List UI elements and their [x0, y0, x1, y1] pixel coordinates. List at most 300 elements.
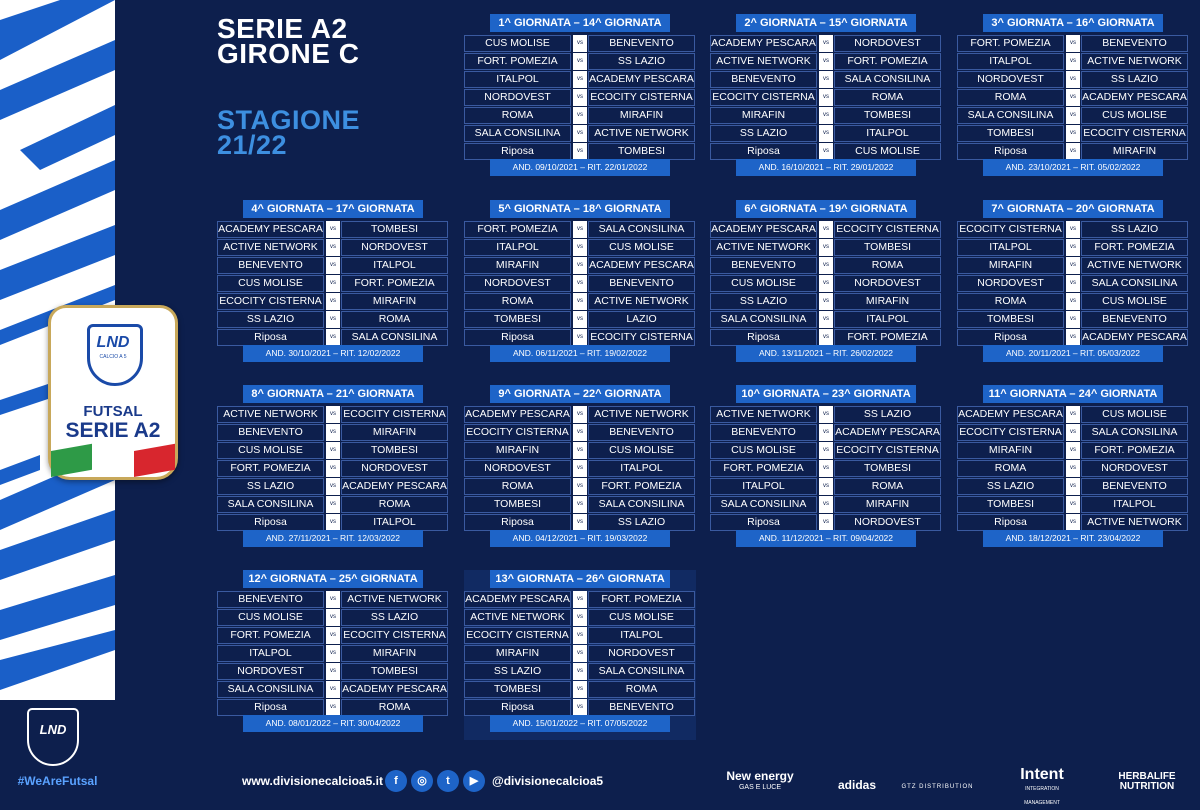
vs-label: vs	[819, 71, 833, 88]
away-team: BENEVENTO	[588, 699, 695, 716]
match-row	[957, 125, 1189, 142]
home-team: ACTIVE NETWORK	[464, 609, 571, 626]
match-row	[710, 424, 942, 441]
match-row	[957, 460, 1189, 477]
vs-label: vs	[1066, 221, 1080, 238]
sponsor-intent-sub: INTEGRATION MANAGEMENT	[1024, 786, 1060, 806]
away-team: ITALPOL	[834, 125, 941, 142]
vs-label: vs	[819, 460, 833, 477]
away-team: CUS MOLISE	[1081, 107, 1188, 124]
vs-label: vs	[573, 424, 587, 441]
match-row	[957, 514, 1189, 531]
match-row	[710, 53, 942, 70]
facebook-icon[interactable]: f	[385, 770, 407, 792]
vs-label: vs	[1066, 329, 1080, 346]
away-team: NORDOVEST	[341, 239, 448, 256]
home-team: FORT. POMEZIA	[217, 627, 324, 644]
vs-label: vs	[1066, 107, 1080, 124]
title-line1: SERIE A2	[217, 13, 348, 44]
vs-label: vs	[819, 257, 833, 274]
round-dates: AND. 30/10/2021 – RIT. 12/02/2022	[243, 345, 423, 362]
vs-label: vs	[573, 442, 587, 459]
vs-label: vs	[819, 107, 833, 124]
vs-label: vs	[1066, 89, 1080, 106]
match-row	[464, 591, 696, 608]
away-team: FORT. POMEZIA	[834, 53, 941, 70]
vs-label: vs	[1066, 143, 1080, 160]
vs-label: vs	[1066, 496, 1080, 513]
home-team: ECOCITY CISTERNA	[464, 627, 571, 644]
away-team: NORDOVEST	[834, 35, 941, 52]
match-row	[957, 496, 1189, 513]
match-row	[710, 125, 942, 142]
vs-label: vs	[326, 514, 340, 531]
away-team: ROMA	[588, 681, 695, 698]
away-team: MIRAFIN	[341, 645, 448, 662]
lnd-small-logo	[27, 708, 79, 766]
away-team: MIRAFIN	[1081, 143, 1188, 160]
match-row	[217, 627, 449, 644]
away-team: ACTIVE NETWORK	[341, 591, 448, 608]
round-block	[217, 200, 449, 370]
match-row	[464, 681, 696, 698]
home-team: ROMA	[957, 293, 1064, 310]
match-row	[957, 107, 1189, 124]
home-team: TOMBESI	[464, 496, 571, 513]
match-row	[464, 89, 696, 106]
vs-label: vs	[326, 239, 340, 256]
home-team: Riposa	[710, 329, 817, 346]
match-row	[217, 681, 449, 698]
home-team: ACADEMY PESCARA	[464, 406, 571, 423]
sponsor-herbalife: HERBALIFE NUTRITION	[1118, 771, 1176, 792]
home-team: Riposa	[217, 699, 324, 716]
match-row	[464, 221, 696, 238]
left-footer	[0, 700, 115, 800]
home-team: ACADEMY PESCARA	[217, 221, 324, 238]
away-team: MIRAFIN	[588, 107, 695, 124]
away-team: NORDOVEST	[834, 275, 941, 292]
home-team: BENEVENTO	[710, 257, 817, 274]
vs-label: vs	[819, 329, 833, 346]
away-team: ITALPOL	[588, 460, 695, 477]
away-team: ACADEMY PESCARA	[341, 478, 448, 495]
away-team: BENEVENTO	[588, 275, 695, 292]
match-row	[464, 442, 696, 459]
away-team: ROMA	[341, 699, 448, 716]
match-row	[710, 257, 942, 274]
round-header: 3^ GIORNATA – 16^ GIORNATA	[983, 14, 1163, 32]
twitter-icon[interactable]: t	[437, 770, 459, 792]
round-block	[957, 385, 1189, 555]
vs-label: vs	[573, 143, 587, 160]
vs-label: vs	[819, 406, 833, 423]
vs-label: vs	[1066, 71, 1080, 88]
round-dates: AND. 18/12/2021 – RIT. 23/04/2022	[983, 530, 1163, 547]
match-row	[464, 275, 696, 292]
match-row	[217, 478, 449, 495]
match-row	[217, 424, 449, 441]
away-team: FORT. POMEZIA	[588, 591, 695, 608]
away-team: ECOCITY CISTERNA	[834, 221, 941, 238]
home-team: ECOCITY CISTERNA	[957, 424, 1064, 441]
round-header: 7^ GIORNATA – 20^ GIORNATA	[983, 200, 1163, 218]
vs-label: vs	[573, 221, 587, 238]
home-team: SALA CONSILINA	[464, 125, 571, 142]
match-row	[217, 329, 449, 346]
away-team: ACTIVE NETWORK	[588, 406, 695, 423]
match-row	[710, 442, 942, 459]
home-team: ROMA	[464, 107, 571, 124]
away-team: BENEVENTO	[1081, 478, 1188, 495]
away-team: SALA CONSILINA	[1081, 275, 1188, 292]
vs-label: vs	[573, 627, 587, 644]
match-row	[217, 221, 449, 238]
away-team: SALA CONSILINA	[341, 329, 448, 346]
vs-label: vs	[326, 257, 340, 274]
vs-label: vs	[1066, 406, 1080, 423]
round-header: 13^ GIORNATA – 26^ GIORNATA	[490, 570, 670, 588]
away-team: ROMA	[834, 257, 941, 274]
home-team: TOMBESI	[464, 311, 571, 328]
title-line2: GIRONE C	[217, 38, 360, 69]
vs-label: vs	[1066, 293, 1080, 310]
home-team: FORT. POMEZIA	[464, 221, 571, 238]
vs-label: vs	[1066, 275, 1080, 292]
vs-label: vs	[1066, 442, 1080, 459]
away-team: FORT. POMEZIA	[341, 275, 448, 292]
vs-label: vs	[819, 442, 833, 459]
away-team: SALA CONSILINA	[1081, 424, 1188, 441]
social-handle[interactable]: @divisionecalcioa5	[492, 774, 604, 788]
vs-label: vs	[326, 591, 340, 608]
vs-label: vs	[573, 125, 587, 142]
match-row	[710, 514, 942, 531]
match-row	[217, 293, 449, 310]
home-team: BENEVENTO	[710, 71, 817, 88]
match-row	[217, 591, 449, 608]
away-team: TOMBESI	[834, 107, 941, 124]
home-team: BENEVENTO	[217, 591, 324, 608]
vs-label: vs	[819, 311, 833, 328]
match-row	[217, 645, 449, 662]
vs-label: vs	[326, 442, 340, 459]
home-team: SS LAZIO	[464, 663, 571, 680]
away-team: ROMA	[834, 478, 941, 495]
match-row	[957, 89, 1189, 106]
vs-label: vs	[819, 478, 833, 495]
home-team: ACADEMY PESCARA	[710, 35, 817, 52]
match-row	[710, 311, 942, 328]
away-team: ITALPOL	[588, 627, 695, 644]
home-team: SS LAZIO	[957, 478, 1064, 495]
vs-label: vs	[326, 424, 340, 441]
vs-label: vs	[573, 681, 587, 698]
away-team: MIRAFIN	[834, 496, 941, 513]
round-dates: AND. 13/11/2021 – RIT. 26/02/2022	[736, 345, 916, 362]
match-row	[710, 35, 942, 52]
away-team: ITALPOL	[341, 514, 448, 531]
home-team: ACADEMY PESCARA	[464, 591, 571, 608]
round-block	[217, 570, 449, 740]
match-row	[217, 239, 449, 256]
away-team: SS LAZIO	[588, 514, 695, 531]
vs-label: vs	[573, 257, 587, 274]
match-row	[464, 257, 696, 274]
away-team: TOMBESI	[341, 442, 448, 459]
season-line2: 21/22	[217, 130, 288, 160]
match-row	[710, 239, 942, 256]
home-team: SALA CONSILINA	[217, 681, 324, 698]
home-team: NORDOVEST	[217, 663, 324, 680]
vs-label: vs	[573, 311, 587, 328]
away-team: SALA CONSILINA	[588, 221, 695, 238]
vs-label: vs	[326, 275, 340, 292]
away-team: BENEVENTO	[588, 35, 695, 52]
vs-label: vs	[326, 478, 340, 495]
vs-label: vs	[573, 514, 587, 531]
match-row	[464, 71, 696, 88]
vs-label: vs	[819, 293, 833, 310]
sponsor-new-energy	[710, 770, 810, 794]
away-team: ROMA	[341, 311, 448, 328]
round-header: 1^ GIORNATA – 14^ GIORNATA	[490, 14, 670, 32]
match-row	[217, 460, 449, 477]
match-row	[464, 406, 696, 423]
vs-label: vs	[573, 35, 587, 52]
away-team: NORDOVEST	[588, 645, 695, 662]
home-team: TOMBESI	[464, 681, 571, 698]
away-team: CUS MOLISE	[1081, 293, 1188, 310]
match-row	[217, 663, 449, 680]
home-team: ACTIVE NETWORK	[710, 239, 817, 256]
home-team: ECOCITY CISTERNA	[957, 221, 1064, 238]
away-team: ACADEMY PESCARA	[588, 71, 695, 88]
round-dates: AND. 15/01/2022 – RIT. 07/05/2022	[490, 715, 670, 732]
vs-label: vs	[1066, 311, 1080, 328]
away-team: ITALPOL	[834, 311, 941, 328]
round-block	[957, 14, 1189, 184]
match-row	[464, 107, 696, 124]
home-team: TOMBESI	[957, 311, 1064, 328]
vs-label: vs	[1066, 53, 1080, 70]
home-team: BENEVENTO	[710, 424, 817, 441]
vs-label: vs	[819, 53, 833, 70]
away-team: FORT. POMEZIA	[834, 329, 941, 346]
home-team: Riposa	[217, 329, 324, 346]
badge-logo-sub: CALCIO A 5	[99, 354, 127, 360]
home-team: Riposa	[217, 514, 324, 531]
vs-label: vs	[573, 71, 587, 88]
away-team: SS LAZIO	[588, 53, 695, 70]
vs-label: vs	[1066, 35, 1080, 52]
instagram-icon[interactable]: ◎	[411, 770, 433, 792]
page-title	[217, 13, 360, 69]
away-team: BENEVENTO	[1081, 311, 1188, 328]
home-team: CUS MOLISE	[710, 275, 817, 292]
vs-label: vs	[573, 663, 587, 680]
vs-label: vs	[1066, 424, 1080, 441]
round-block	[710, 14, 942, 184]
away-team: TOMBESI	[588, 143, 695, 160]
vs-label: vs	[819, 89, 833, 106]
vs-label: vs	[573, 239, 587, 256]
away-team: ECOCITY CISTERNA	[341, 406, 448, 423]
home-team: Riposa	[464, 514, 571, 531]
vs-label: vs	[326, 627, 340, 644]
away-team: ACTIVE NETWORK	[588, 293, 695, 310]
vs-label: vs	[1066, 460, 1080, 477]
round-dates: AND. 08/01/2022 – RIT. 30/04/2022	[243, 715, 423, 732]
away-team: ACTIVE NETWORK	[1081, 53, 1188, 70]
away-team: FORT. POMEZIA	[1081, 442, 1188, 459]
match-row	[957, 53, 1189, 70]
match-row	[710, 478, 942, 495]
sponsor-new-energy-name: New energy	[726, 769, 794, 783]
vs-label: vs	[573, 107, 587, 124]
home-team: ITALPOL	[957, 53, 1064, 70]
match-row	[957, 221, 1189, 238]
away-team: ACADEMY PESCARA	[588, 257, 695, 274]
vs-label: vs	[1066, 239, 1080, 256]
round-header: 6^ GIORNATA – 19^ GIORNATA	[736, 200, 916, 218]
away-team: ACADEMY PESCARA	[1081, 329, 1188, 346]
home-team: ECOCITY CISTERNA	[217, 293, 324, 310]
home-team: ITALPOL	[957, 239, 1064, 256]
round-block	[464, 570, 696, 740]
vs-label: vs	[819, 35, 833, 52]
away-team: ACTIVE NETWORK	[1081, 257, 1188, 274]
round-dates: AND. 09/10/2021 – RIT. 22/01/2022	[490, 159, 670, 176]
home-team: FORT. POMEZIA	[710, 460, 817, 477]
match-row	[710, 460, 942, 477]
match-row	[217, 406, 449, 423]
vs-label: vs	[326, 460, 340, 477]
home-team: ACTIVE NETWORK	[710, 53, 817, 70]
home-team: Riposa	[957, 514, 1064, 531]
home-team: ROMA	[464, 478, 571, 495]
home-team: ITALPOL	[710, 478, 817, 495]
match-row	[957, 311, 1189, 328]
youtube-icon[interactable]: ▶	[463, 770, 485, 792]
match-row	[710, 107, 942, 124]
round-header: 11^ GIORNATA – 24^ GIORNATA	[983, 385, 1163, 403]
away-team: ECOCITY CISTERNA	[341, 627, 448, 644]
match-row	[464, 143, 696, 160]
match-row	[464, 311, 696, 328]
away-team: ITALPOL	[341, 257, 448, 274]
round-header: 10^ GIORNATA – 23^ GIORNATA	[736, 385, 916, 403]
match-row	[464, 35, 696, 52]
match-row	[957, 329, 1189, 346]
vs-label: vs	[1066, 257, 1080, 274]
home-team: SS LAZIO	[710, 293, 817, 310]
vs-label: vs	[1066, 514, 1080, 531]
sponsor-intent	[1012, 768, 1072, 810]
away-team: ROMA	[834, 89, 941, 106]
vs-label: vs	[573, 699, 587, 716]
home-team: SALA CONSILINA	[957, 107, 1064, 124]
round-dates: AND. 04/12/2021 – RIT. 19/03/2022	[490, 530, 670, 547]
match-row	[957, 143, 1189, 160]
website-link[interactable]: www.divisionecalcioa5.it	[242, 774, 383, 788]
vs-label: vs	[819, 496, 833, 513]
match-row	[710, 71, 942, 88]
match-row	[710, 329, 942, 346]
home-team: ACADEMY PESCARA	[957, 406, 1064, 423]
vs-label: vs	[573, 496, 587, 513]
vs-label: vs	[573, 591, 587, 608]
away-team: BENEVENTO	[1081, 35, 1188, 52]
match-row	[957, 239, 1189, 256]
vs-label: vs	[573, 293, 587, 310]
home-team: SS LAZIO	[217, 311, 324, 328]
away-team: TOMBESI	[834, 460, 941, 477]
badge-line1: FUTSAL	[83, 403, 143, 420]
round-dates: AND. 06/11/2021 – RIT. 19/02/2022	[490, 345, 670, 362]
match-row	[464, 514, 696, 531]
away-team: SALA CONSILINA	[588, 663, 695, 680]
match-row	[464, 699, 696, 716]
home-team: ACTIVE NETWORK	[217, 239, 324, 256]
round-block	[710, 385, 942, 555]
away-team: TOMBESI	[341, 663, 448, 680]
home-team: SALA CONSILINA	[217, 496, 324, 513]
italian-flag-stripe	[51, 451, 175, 477]
match-row	[710, 293, 942, 310]
round-header: 8^ GIORNATA – 21^ GIORNATA	[243, 385, 423, 403]
home-team: MIRAFIN	[464, 257, 571, 274]
badge-logo-text: LND	[96, 334, 130, 351]
match-row	[217, 275, 449, 292]
home-team: ACTIVE NETWORK	[710, 406, 817, 423]
home-team: SALA CONSILINA	[710, 311, 817, 328]
match-row	[710, 221, 942, 238]
vs-label: vs	[819, 239, 833, 256]
vs-label: vs	[326, 645, 340, 662]
away-team: SALA CONSILINA	[588, 496, 695, 513]
round-header: 2^ GIORNATA – 15^ GIORNATA	[736, 14, 916, 32]
away-team: CUS MOLISE	[588, 442, 695, 459]
away-team: ECOCITY CISTERNA	[1081, 125, 1188, 142]
vs-label: vs	[573, 53, 587, 70]
home-team: CUS MOLISE	[217, 275, 324, 292]
vs-label: vs	[326, 496, 340, 513]
home-team: ECOCITY CISTERNA	[464, 424, 571, 441]
vs-label: vs	[573, 89, 587, 106]
match-row	[464, 645, 696, 662]
home-team: ACADEMY PESCARA	[710, 221, 817, 238]
vs-label: vs	[326, 609, 340, 626]
match-row	[710, 143, 942, 160]
home-team: BENEVENTO	[217, 257, 324, 274]
vs-label: vs	[326, 699, 340, 716]
away-team: ACTIVE NETWORK	[1081, 514, 1188, 531]
home-team: ACTIVE NETWORK	[217, 406, 324, 423]
vs-label: vs	[573, 609, 587, 626]
match-row	[217, 311, 449, 328]
match-row	[217, 609, 449, 626]
vs-label: vs	[819, 275, 833, 292]
match-row	[710, 496, 942, 513]
match-row	[217, 514, 449, 531]
match-row	[464, 53, 696, 70]
match-row	[464, 478, 696, 495]
match-row	[464, 424, 696, 441]
away-team: SS LAZIO	[1081, 221, 1188, 238]
away-team: TOMBESI	[341, 221, 448, 238]
home-team: MIRAFIN	[464, 645, 571, 662]
